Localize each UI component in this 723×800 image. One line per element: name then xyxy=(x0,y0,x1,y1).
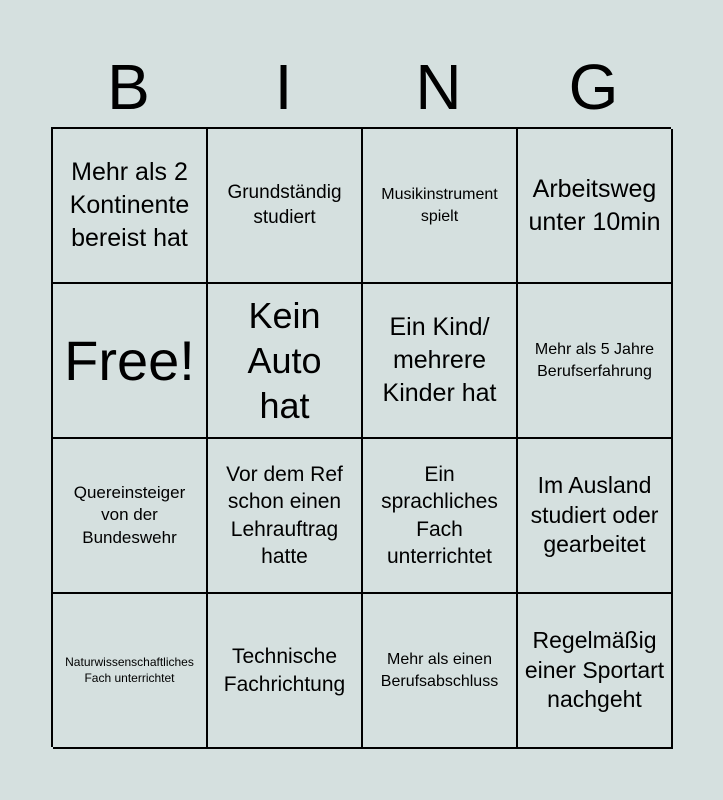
header-letter-g: G xyxy=(568,51,619,123)
bingo-cell-3[interactable] xyxy=(363,129,518,284)
cell-text: Quereinsteiger von der Bundeswehr xyxy=(73,482,186,547)
cell-text: Ein sprachliches Fach unterrichtet xyxy=(381,462,498,568)
bingo-cell-16[interactable] xyxy=(518,594,673,749)
cell-text: Kein Auto hat xyxy=(247,295,322,426)
bingo-cell-10[interactable] xyxy=(208,439,363,594)
bingo-cell-1[interactable] xyxy=(53,129,208,284)
bingo-header xyxy=(51,48,671,126)
bingo-cell-9[interactable] xyxy=(53,439,208,594)
cell-text: Naturwissenschaftliches Fach unterrichtet xyxy=(65,654,194,685)
header-letter-b: B xyxy=(107,51,150,123)
cell-text: Mehr als 2 Kontinente bereist hat xyxy=(69,158,190,252)
bingo-cell-7[interactable] xyxy=(363,284,518,439)
header-letter-n: N xyxy=(415,51,462,123)
cell-text: Vor dem Ref schon einen Lehrauftrag hatte xyxy=(226,462,343,568)
cell-text: Technische Fachrichtung xyxy=(223,645,346,696)
cell-text: Musikinstrument spielt xyxy=(381,186,498,225)
bingo-cell-2[interactable] xyxy=(208,129,363,284)
cell-text: Mehr als einen Berufsabschluss xyxy=(380,651,499,690)
bingo-cell-14[interactable] xyxy=(208,594,363,749)
bingo-cell-6[interactable] xyxy=(208,284,363,439)
cell-text: Grundständig studiert xyxy=(227,181,342,228)
header-letter-i: I xyxy=(274,51,293,123)
bingo-cell-8[interactable] xyxy=(518,284,673,439)
cell-text: Im Ausland studiert oder gearbeitet xyxy=(530,471,659,558)
bingo-cell-11[interactable] xyxy=(363,439,518,594)
bingo-grid xyxy=(51,127,671,747)
bingo-cell-13[interactable] xyxy=(53,594,208,749)
bingo-cell-12[interactable] xyxy=(518,439,673,594)
cell-text: Arbeitsweg unter 10min xyxy=(528,174,661,236)
cell-text: Mehr als 5 Jahre Berufserfahrung xyxy=(534,341,655,380)
bingo-cell-4[interactable] xyxy=(518,129,673,284)
cell-text: Regelmäßig einer Sportart nachgeht xyxy=(524,626,665,713)
cell-text: Ein Kind/ mehrere Kinder hat xyxy=(382,313,497,407)
bingo-cell-15[interactable] xyxy=(363,594,518,749)
cell-text: Free! xyxy=(64,328,195,392)
bingo-cell-free[interactable] xyxy=(53,284,208,439)
